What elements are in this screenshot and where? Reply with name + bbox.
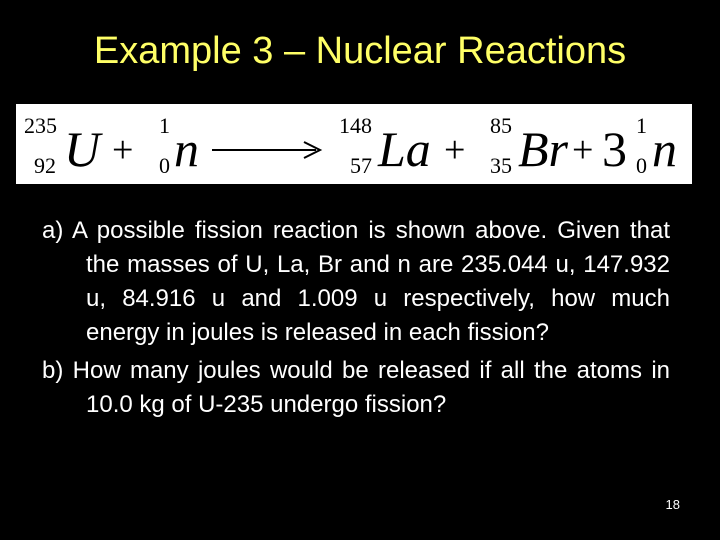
n-mass-number: 1	[159, 113, 170, 138]
reaction-arrow	[212, 142, 320, 158]
question-b: b) How many joules would be released if all the atoms in 10.0 kg of U-235 undergo fission?	[42, 357, 670, 418]
n-symbol: n	[174, 121, 199, 177]
la-mass-number: 148	[339, 113, 372, 138]
plus-sign: +	[572, 129, 594, 171]
question-list	[42, 214, 670, 422]
br-atomic-number: 35	[490, 153, 512, 178]
question-a: a) A possible fission reaction is shown above. Given that the masses of U, La, Br and n are 235.044 u, 147.932 u, 84.916 u and 1.009 u respectively, how much energy in joules is released in each fission?	[42, 217, 670, 346]
nuclear-equation	[16, 104, 692, 184]
br-mass-number: 85	[490, 113, 512, 138]
u-mass-number: 235	[24, 113, 57, 138]
n-atomic-number: 0	[159, 153, 170, 178]
u-atomic-number: 92	[34, 153, 56, 178]
u-symbol: U	[64, 121, 101, 177]
br-symbol: Br	[518, 121, 568, 177]
plus-sign: +	[112, 129, 134, 171]
n-symbol: n	[652, 121, 677, 177]
la-atomic-number: 57	[350, 153, 372, 178]
slide-title: Example 3 – Nuclear Reactions	[93, 30, 627, 72]
slide-number: 18	[665, 497, 680, 512]
plus-sign: +	[444, 129, 466, 171]
la-symbol: La	[378, 121, 431, 177]
n-atomic-number: 0	[636, 153, 647, 178]
neutron-coefficient: 3	[602, 121, 627, 177]
n-mass-number: 1	[636, 113, 647, 138]
